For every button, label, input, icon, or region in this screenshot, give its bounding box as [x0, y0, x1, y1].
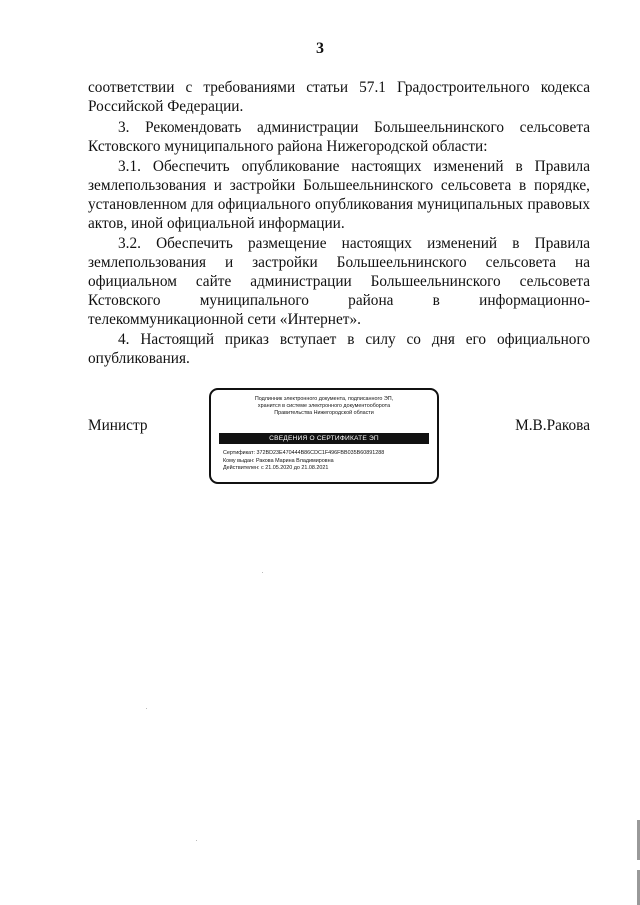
scan-speck: [262, 572, 263, 573]
stamp-issued-to: Кому выдан: Ракова Марина Владимировна: [223, 457, 334, 464]
stamp-header: [215, 396, 433, 417]
stamp-validity: Действителен: с 21.05.2020 до 21.08.2021: [223, 465, 329, 471]
stamp-certificate-info: [223, 450, 431, 473]
scan-speck: [146, 708, 147, 709]
paragraph-3-1: 3.1. Обеспечить опубликование настоящих изменений в Правила землепользования и застройки Большеельнинского сельсовета в порядке, установленном для официального опубликования муниципальных правовых актов, иной официальной информации.: [88, 158, 590, 232]
paragraph-continuation: соответствии с требованиями статьи 57.1 Градостроительного кодекса Российской Федерации.: [88, 79, 590, 115]
stamp-header-line: Правительства Нижегородской области: [274, 410, 374, 416]
signer-name: М.В.Ракова: [515, 417, 590, 434]
stamp-certificate-number: Сертификат: 372BD23E470444B86CDC1F496FBB035B60891288: [223, 450, 385, 456]
paragraph-4: 4. Настоящий приказ вступает в силу со дня его официального опубликования.: [88, 331, 590, 367]
page-number: 3: [316, 40, 324, 57]
paragraph-3: 3. Рекомендовать администрации Большеельнинского сельсовета Кстовского муниципального района Нижегородской области:: [88, 119, 590, 155]
stamp-header-line: Подлинник электронного документа, подписанного ЭП,: [254, 396, 394, 402]
paragraph-3-2: 3.2. Обеспечить размещение настоящих изменений в Правила землепользования и застройки Большеельнинского сельсовета на официальном сайте администрации Большеельнинского сельсовета Кстовского муниципального района в информационно-телекоммуникационной сети «Интернет».: [88, 235, 590, 328]
electronic-signature-stamp: [209, 388, 439, 484]
scan-speck: [196, 840, 197, 841]
signer-title: Министр: [88, 417, 148, 434]
stamp-certificate-title: СВЕДЕНИЯ О СЕРТИФИКАТЕ ЭП: [219, 433, 429, 444]
stamp-header-line: хранится в системе электронного документооборота: [257, 403, 391, 409]
